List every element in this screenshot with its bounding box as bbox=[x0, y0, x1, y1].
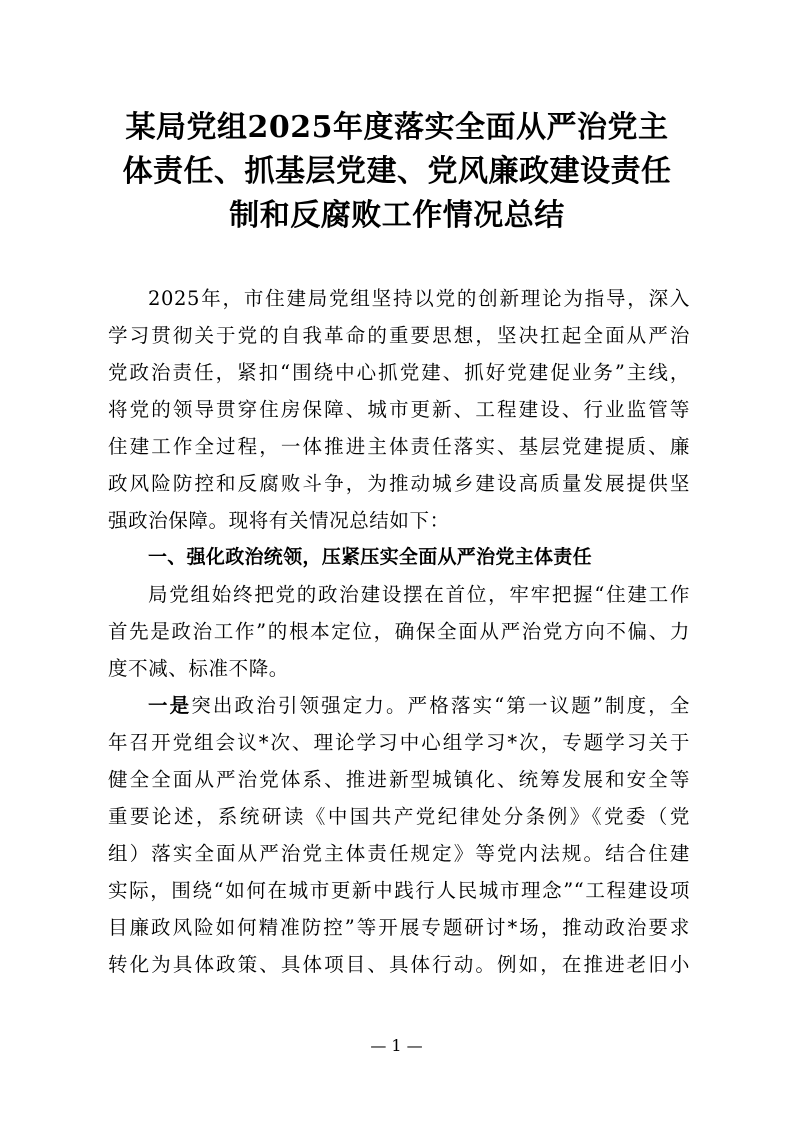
point-lead: 一是 bbox=[148, 694, 192, 717]
text-line: 政风险防控和反腐败斗争，为推动城乡建设高质量发展提供坚 bbox=[108, 472, 690, 495]
page-number: — 1 — bbox=[370, 1036, 423, 1055]
text-line: 组）落实全面从严治党主体责任规定》等党内法规。结合住建 bbox=[108, 842, 690, 865]
point-one-paragraph bbox=[108, 687, 690, 983]
text-line bbox=[108, 687, 690, 724]
text-line: 强政治保障。现将有关情况总结如下： bbox=[108, 509, 450, 532]
title-line: 制和反腐败工作情况总结 bbox=[229, 198, 565, 233]
title-line: 某局党组2025年度落实全面从严治党主 bbox=[125, 110, 669, 145]
text-line: 转化为具体政策、具体项目、具体行动。例如，在推进老旧小 bbox=[108, 953, 690, 976]
section-intro-paragraph bbox=[108, 576, 690, 687]
document-title bbox=[100, 106, 694, 238]
point-text: 突出政治引领强定力。严格落实“第一议题”制度，全 bbox=[191, 694, 690, 717]
text-line: 年召开党组会议*次、理论学习中心组学习*次，专题学习关于 bbox=[108, 731, 690, 754]
text-line: 学习贯彻关于党的自我革命的重要思想，坚决扛起全面从严治 bbox=[108, 324, 690, 347]
text-line: 住建工作全过程，一体推进主体责任落实、基层党建提质、廉 bbox=[108, 435, 690, 458]
text-line: 2025年，市住建局党组坚持以党的创新理论为指导，深入 bbox=[148, 287, 690, 310]
text-line: 健全全面从严治党体系、推进新型城镇化、统筹发展和安全等 bbox=[108, 768, 690, 791]
text-line: 实际，围绕“如何在城市更新中践行人民城市理念”“工程建设项 bbox=[108, 879, 690, 902]
intro-paragraph bbox=[108, 280, 690, 539]
document-body bbox=[108, 280, 690, 983]
text-line: 首先是政治工作”的根本定位，确保全面从严治党方向不偏、力 bbox=[108, 620, 690, 643]
section-heading: 一、强化政治统领，压紧压实全面从严治党主体责任 bbox=[148, 546, 592, 568]
text-line: 目廉政风险如何精准防控”等开展专题研讨*场，推动政治要求 bbox=[108, 916, 690, 939]
text-line: 将党的领导贯穿住房保障、城市更新、工程建设、行业监管等 bbox=[108, 398, 690, 421]
text-line: 党政治责任，紧扣“围绕中心抓党建、抓好党建促业务”主线， bbox=[108, 361, 690, 384]
text-line: 度不减、标准不降。 bbox=[108, 657, 289, 680]
text-line: 局党组始终把党的政治建设摆在首位，牢牢把握“住建工作 bbox=[148, 583, 690, 606]
title-line: 体责任、抓基层党建、党风廉政建设责任 bbox=[122, 154, 672, 189]
text-line: 重要论述，系统研读《中国共产党纪律处分条例》《党委（党 bbox=[108, 805, 690, 828]
